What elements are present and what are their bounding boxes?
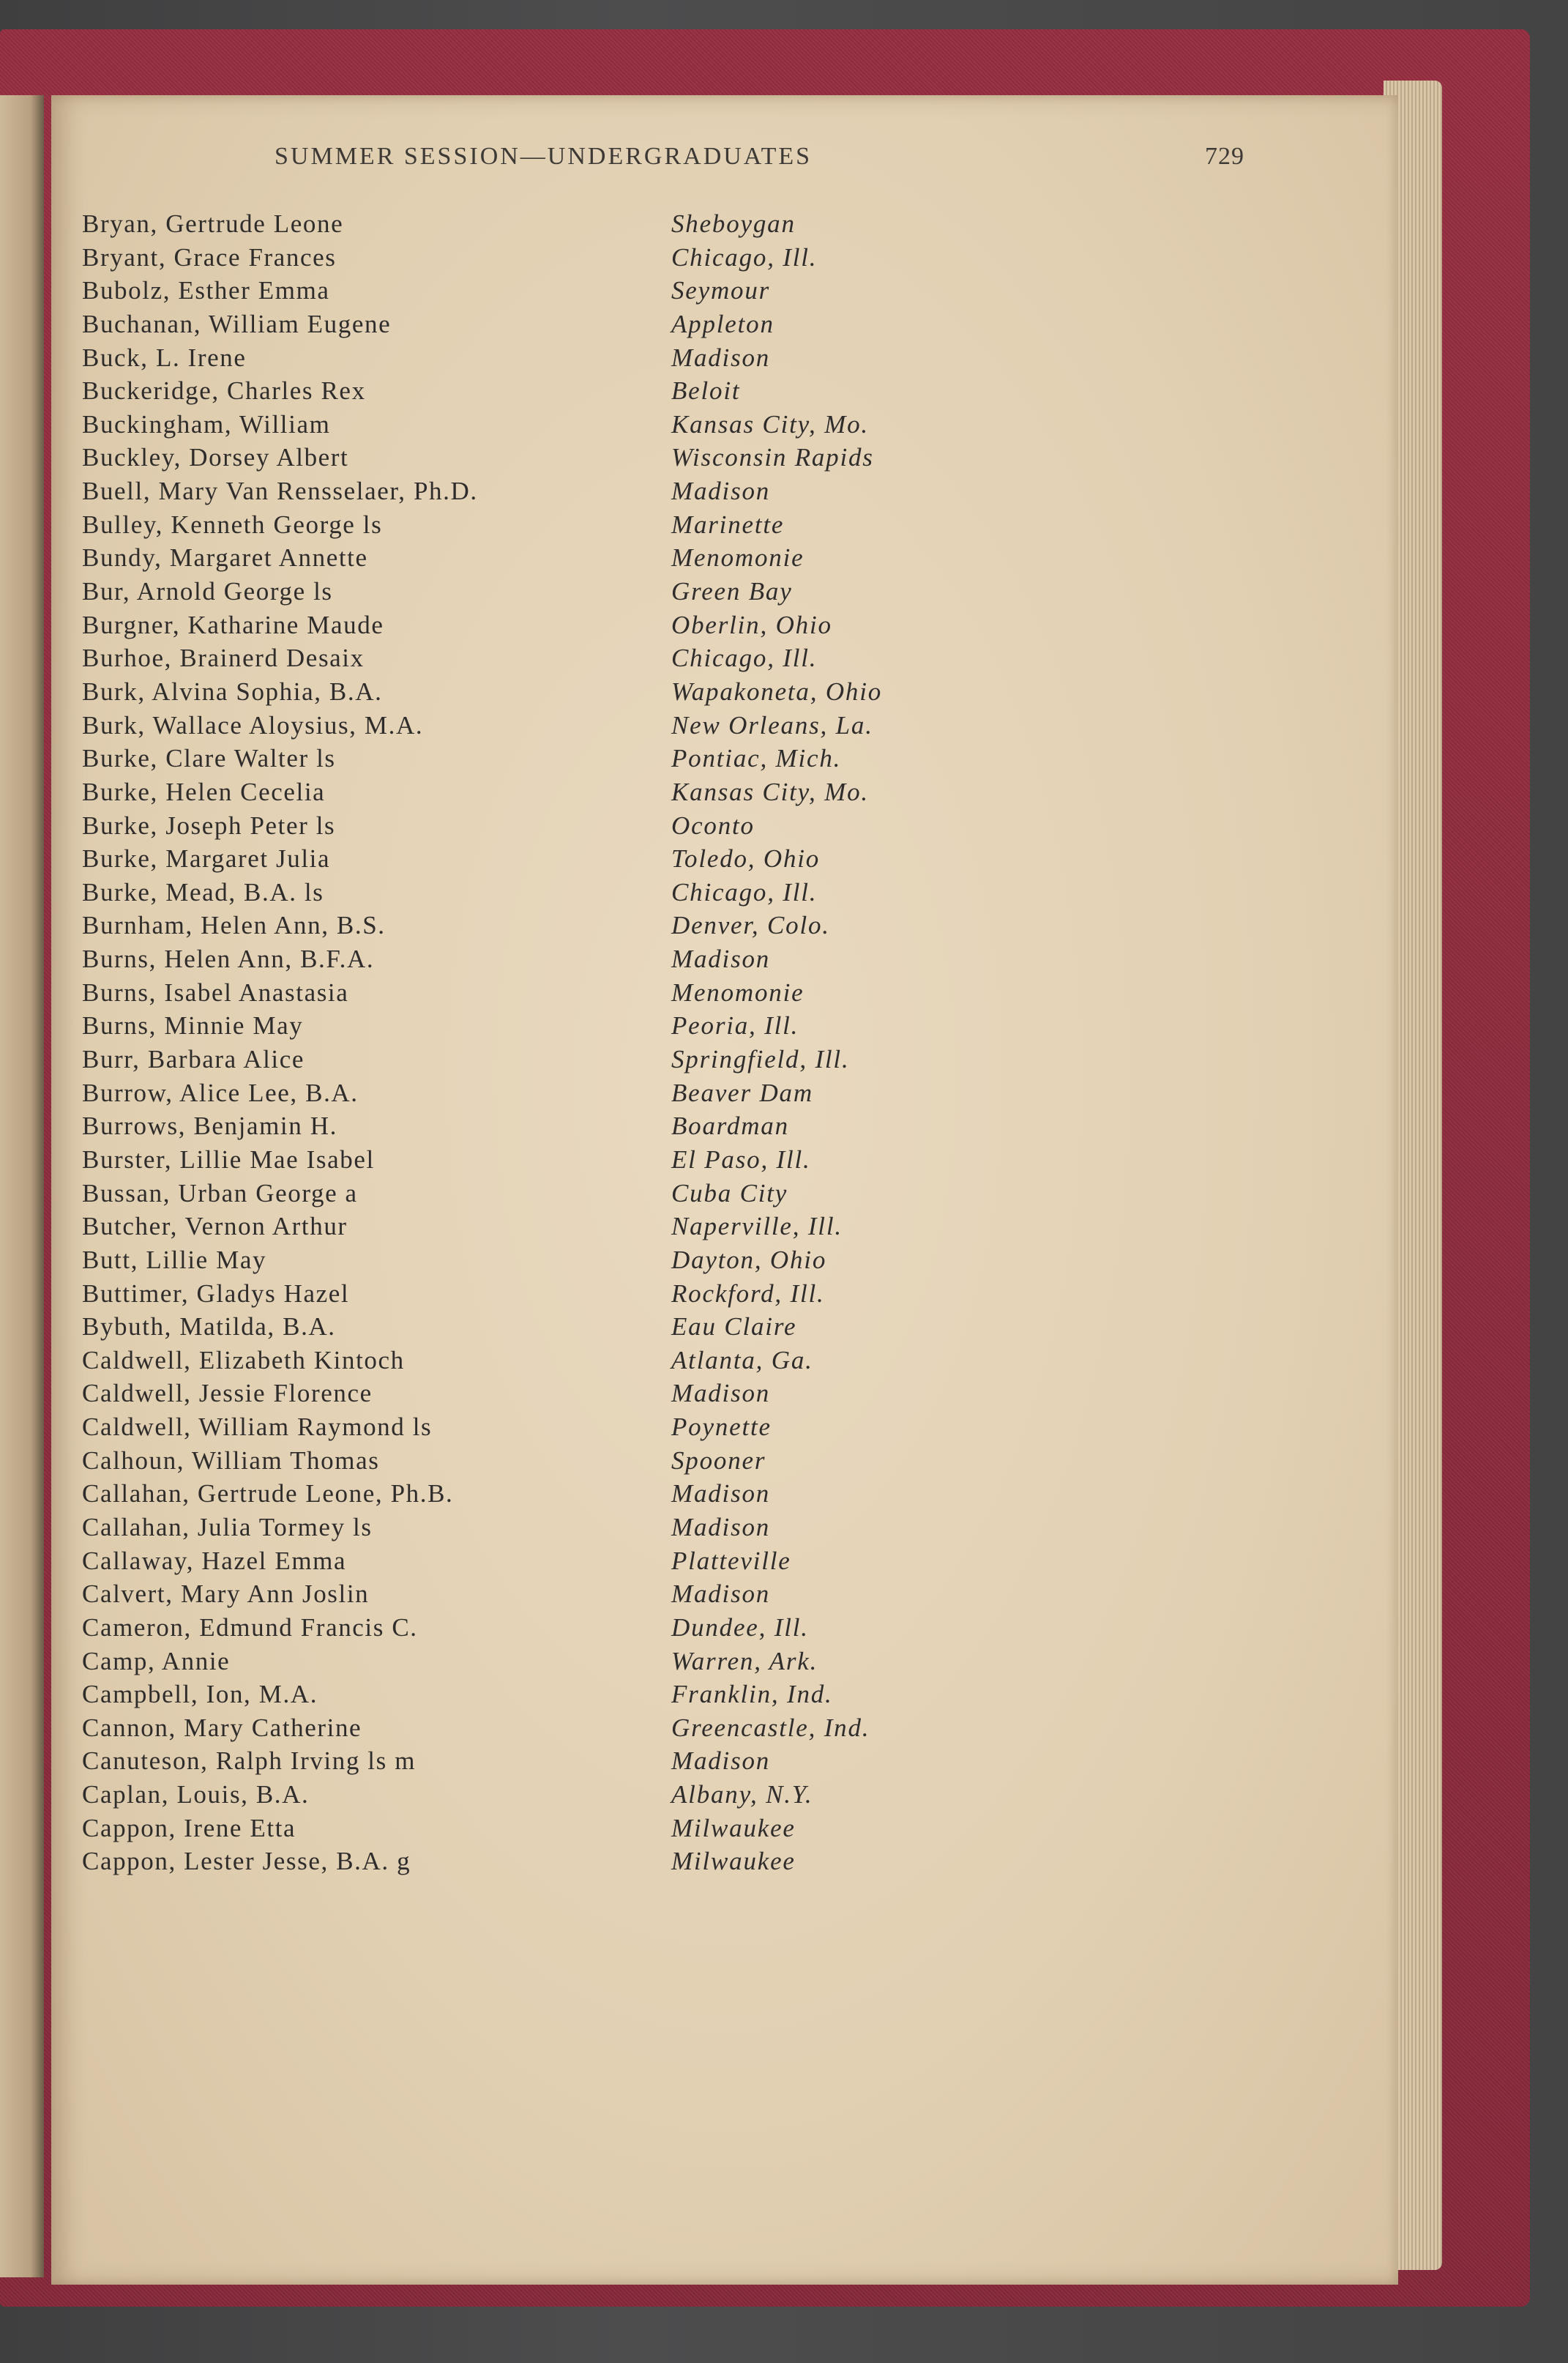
list-item: [82, 475, 1297, 508]
list-item: [82, 508, 1297, 542]
list-item: [82, 408, 1297, 442]
student-name: Burke, Joseph Peter ls: [82, 811, 336, 840]
hometown: Peoria, Ill.: [671, 1011, 799, 1041]
hometown: Chicago, Ill.: [671, 242, 818, 272]
list-item: [82, 1744, 1297, 1778]
list-item: [82, 1243, 1297, 1277]
list-item: [82, 1444, 1297, 1478]
list-item: [82, 308, 1297, 341]
hometown: Seymour: [671, 276, 771, 305]
student-name: Cappon, Lester Jesse, B.A. g: [82, 1847, 411, 1876]
student-name: Cannon, Mary Catherine: [82, 1713, 362, 1742]
hometown: Madison: [671, 1379, 771, 1408]
list-item: [82, 1310, 1297, 1344]
list-item: [82, 1477, 1297, 1511]
list-item: [82, 909, 1297, 942]
left-page-edge: [0, 95, 44, 2277]
page-number: 729: [1205, 143, 1244, 170]
list-item: [82, 1277, 1297, 1311]
hometown: Chicago, Ill.: [671, 644, 818, 673]
student-name: Bulley, Kenneth George ls: [82, 510, 383, 539]
list-item: [82, 675, 1297, 709]
list-item: [82, 1109, 1297, 1143]
hometown: Cuba City: [671, 1178, 788, 1207]
student-name: Cappon, Irene Etta: [82, 1813, 296, 1842]
hometown: Madison: [671, 1479, 771, 1508]
hometown: Wisconsin Rapids: [671, 443, 874, 472]
list-item: [82, 1778, 1297, 1812]
hometown: Wapakoneta, Ohio: [671, 677, 883, 706]
hometown: Greencastle, Ind.: [671, 1713, 870, 1742]
student-name: Burk, Alvina Sophia, B.A.: [82, 677, 383, 706]
student-name: Callahan, Julia Tormey ls: [82, 1512, 373, 1541]
student-name: Buckingham, William: [82, 409, 331, 439]
student-name: Burrows, Benjamin H.: [82, 1112, 337, 1141]
list-item: [82, 641, 1297, 675]
hometown: Toledo, Ohio: [671, 844, 821, 874]
hometown: Eau Claire: [671, 1312, 797, 1341]
hometown: Rockford, Ill.: [671, 1279, 825, 1308]
hometown: Chicago, Ill.: [671, 877, 818, 907]
hometown: Beaver Dam: [671, 1078, 813, 1107]
student-name: Buckley, Dorsey Albert: [82, 443, 349, 472]
student-name: Burster, Lillie Mae Isabel: [82, 1145, 375, 1174]
list-item: [82, 1410, 1297, 1444]
list-item: [82, 1344, 1297, 1377]
student-list: [82, 207, 1297, 1878]
hometown: Poynette: [671, 1413, 772, 1442]
student-name: Burns, Helen Ann, B.F.A.: [82, 945, 375, 974]
student-name: Burhoe, Brainerd Desaix: [82, 644, 365, 673]
student-name: Bubolz, Esther Emma: [82, 276, 330, 305]
hometown: Springfield, Ill.: [671, 1045, 850, 1074]
hometown: Menomonie: [671, 978, 804, 1007]
hometown: Denver, Colo.: [671, 911, 830, 940]
student-name: Burke, Helen Cecelia: [82, 777, 326, 806]
student-name: Burk, Wallace Aloysius, M.A.: [82, 710, 424, 740]
hometown: Appleton: [671, 309, 774, 338]
list-item: [82, 775, 1297, 809]
student-name: Burnham, Helen Ann, B.S.: [82, 911, 386, 940]
hometown: New Orleans, La.: [671, 710, 873, 740]
list-item: [82, 1210, 1297, 1243]
hometown: Sheboygan: [671, 209, 796, 238]
student-name: Calhoun, William Thomas: [82, 1445, 380, 1475]
student-name: Burns, Minnie May: [82, 1011, 304, 1041]
hometown: Naperville, Ill.: [671, 1212, 843, 1241]
hometown: Kansas City, Mo.: [671, 777, 869, 806]
student-name: Callahan, Gertrude Leone, Ph.B.: [82, 1479, 454, 1508]
hometown: Marinette: [671, 510, 785, 539]
student-name: Bur, Arnold George ls: [82, 577, 333, 606]
student-name: Canuteson, Ralph Irving ls m: [82, 1746, 417, 1776]
list-item: [82, 742, 1297, 775]
list-item: [82, 1711, 1297, 1745]
list-item: [82, 541, 1297, 575]
list-item: [82, 1043, 1297, 1076]
student-name: Caldwell, William Raymond ls: [82, 1413, 433, 1442]
student-name: Burke, Mead, B.A. ls: [82, 877, 324, 907]
student-name: Calvert, Mary Ann Joslin: [82, 1579, 370, 1609]
hometown: Spooner: [671, 1445, 766, 1475]
hometown: Warren, Ark.: [671, 1646, 818, 1675]
list-item: [82, 1377, 1297, 1410]
hometown: Atlanta, Ga.: [671, 1345, 813, 1374]
student-name: Bybuth, Matilda, B.A.: [82, 1312, 336, 1341]
student-name: Campbell, Ion, M.A.: [82, 1680, 318, 1709]
list-item: [82, 942, 1297, 976]
student-name: Caplan, Louis, B.A.: [82, 1780, 310, 1809]
list-item: [82, 274, 1297, 308]
student-name: Burns, Isabel Anastasia: [82, 978, 349, 1007]
list-item: [82, 1645, 1297, 1678]
student-name: Burgner, Katharine Maude: [82, 610, 384, 639]
student-name: Burke, Clare Walter ls: [82, 744, 336, 773]
list-item: [82, 575, 1297, 609]
student-name: Butt, Lillie May: [82, 1245, 267, 1274]
student-name: Buttimer, Gladys Hazel: [82, 1279, 350, 1308]
list-item: [82, 709, 1297, 743]
list-item: [82, 876, 1297, 909]
hometown: Franklin, Ind.: [671, 1680, 833, 1709]
student-name: Buell, Mary Van Rensselaer, Ph.D.: [82, 477, 478, 506]
hometown: Madison: [671, 1579, 771, 1609]
student-name: Butcher, Vernon Arthur: [82, 1212, 348, 1241]
list-item: [82, 1143, 1297, 1177]
hometown: Pontiac, Mich.: [671, 744, 842, 773]
list-item: [82, 1611, 1297, 1645]
student-name: Caldwell, Elizabeth Kintoch: [82, 1345, 405, 1374]
list-item: [82, 976, 1297, 1010]
student-name: Burrow, Alice Lee, B.A.: [82, 1078, 359, 1107]
student-name: Bryan, Gertrude Leone: [82, 209, 344, 238]
hometown: Madison: [671, 343, 771, 372]
list-item: [82, 1009, 1297, 1043]
list-item: [82, 1577, 1297, 1611]
list-item: [82, 842, 1297, 876]
student-name: Cameron, Edmund Francis C.: [82, 1612, 418, 1642]
student-name: Burr, Barbara Alice: [82, 1045, 305, 1074]
list-item: [82, 374, 1297, 408]
running-head-title: SUMMER SESSION—UNDERGRADUATES: [275, 143, 813, 170]
hometown: El Paso, Ill.: [671, 1145, 811, 1174]
student-name: Callaway, Hazel Emma: [82, 1546, 347, 1575]
student-name: Buck, L. Irene: [82, 343, 247, 372]
list-item: [82, 1177, 1297, 1210]
student-name: Buckeridge, Charles Rex: [82, 376, 366, 406]
list-item: [82, 341, 1297, 375]
hometown: Madison: [671, 945, 771, 974]
list-item: [82, 1076, 1297, 1110]
hometown: Dayton, Ohio: [671, 1245, 827, 1274]
student-name: Bundy, Margaret Annette: [82, 543, 368, 573]
list-item: [82, 809, 1297, 843]
student-name: Burke, Margaret Julia: [82, 844, 331, 874]
list-item: [82, 1544, 1297, 1578]
hometown: Boardman: [671, 1112, 789, 1141]
hometown: Platteville: [671, 1546, 791, 1575]
list-item: [82, 241, 1297, 275]
list-item: [82, 1511, 1297, 1544]
hometown: Madison: [671, 477, 771, 506]
list-item: [82, 609, 1297, 642]
student-name: Bryant, Grace Frances: [82, 242, 337, 272]
student-name: Camp, Annie: [82, 1646, 231, 1675]
hometown: Oberlin, Ohio: [671, 610, 832, 639]
hometown: Madison: [671, 1512, 771, 1541]
hometown: Green Bay: [671, 577, 793, 606]
hometown: Madison: [671, 1746, 771, 1776]
list-item: [82, 441, 1297, 475]
hometown: Beloit: [671, 376, 741, 406]
hometown: Milwaukee: [671, 1813, 796, 1842]
hometown: Oconto: [671, 811, 755, 840]
hometown: Kansas City, Mo.: [671, 409, 869, 439]
list-item: [82, 1812, 1297, 1845]
student-name: Bussan, Urban George a: [82, 1178, 358, 1207]
hometown: Milwaukee: [671, 1847, 796, 1876]
list-item: [82, 1845, 1297, 1878]
student-name: Buchanan, William Eugene: [82, 309, 392, 338]
hometown: Menomonie: [671, 543, 804, 573]
hometown: Dundee, Ill.: [671, 1612, 809, 1642]
list-item: [82, 207, 1297, 241]
hometown: Albany, N.Y.: [671, 1780, 813, 1809]
student-name: Caldwell, Jessie Florence: [82, 1379, 373, 1408]
list-item: [82, 1678, 1297, 1711]
